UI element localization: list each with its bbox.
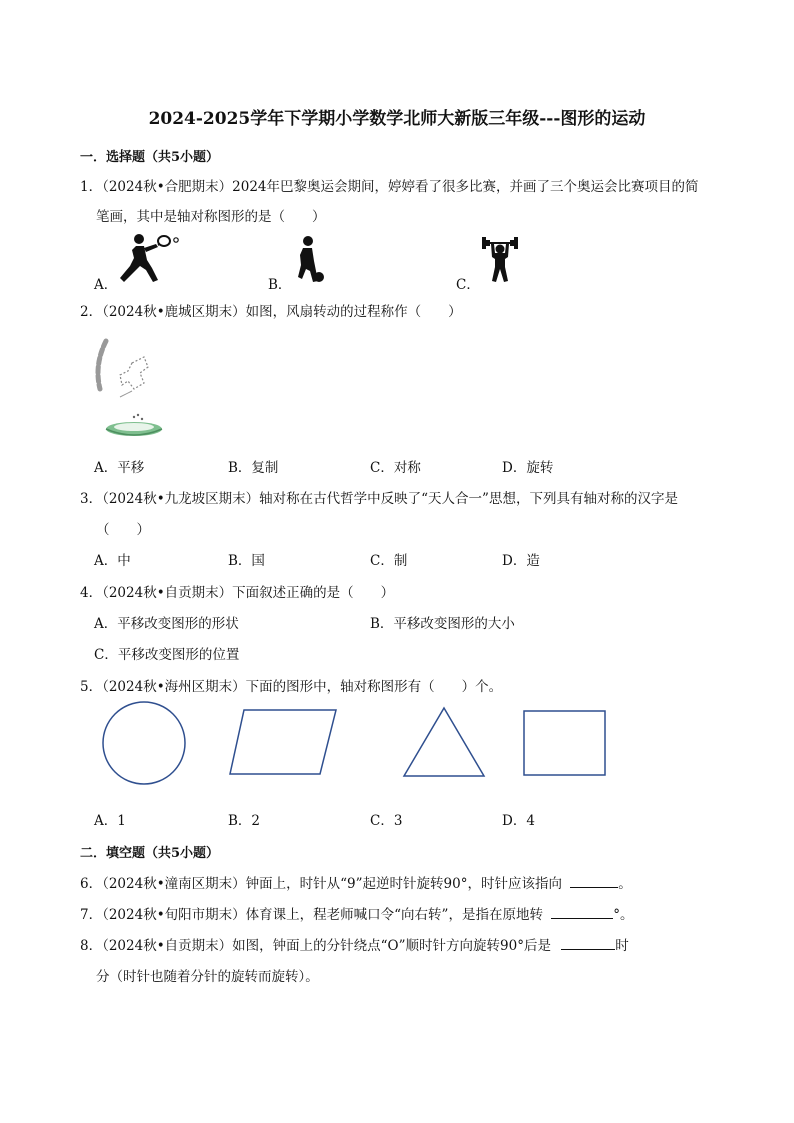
parallelogram-shape — [230, 710, 336, 774]
q4-option-a: A．平移改变图形的形状 — [94, 616, 239, 632]
q6-text-before: 6．（2024秋•潼南区期末）钟面上，时针从“9”起逆时针旋转90°，时针应该指向 — [80, 876, 562, 892]
soccer-player-icon — [288, 235, 328, 285]
tennis-player-icon — [114, 232, 182, 284]
q2-option-a: A．平移 — [94, 460, 145, 476]
triangle-shape — [404, 708, 484, 776]
q6-text-after: 。 — [618, 876, 632, 892]
q6-answer-blank[interactable] — [570, 873, 618, 888]
page-title: 2024-2025学年下学期小学数学北师大新版三年级---图形的运动 — [148, 109, 646, 129]
q3-option-c: C．制 — [370, 553, 408, 569]
q8-answer-blank[interactable] — [561, 935, 615, 950]
q2-option-d: D．旋转 — [502, 460, 554, 476]
question-6-text — [80, 872, 632, 892]
q1-option-b: B． — [268, 277, 292, 293]
weightlifter-icon — [480, 233, 520, 285]
q3-option-b: B．国 — [228, 553, 265, 569]
q1-option-c: C． — [456, 277, 480, 293]
question-2-text: 2．（2024秋•鹿城区期末）如图，风扇转动的过程称作（ ） — [80, 304, 462, 320]
question-1-text-cont: 笔画，其中是轴对称图形的是（ ） — [96, 209, 326, 225]
q5-option-a: A．1 — [94, 813, 126, 829]
square-shape — [524, 711, 605, 775]
q3-option-d: D．造 — [502, 553, 540, 569]
q2-option-b: B．复制 — [228, 460, 279, 476]
q5-shapes — [96, 702, 616, 786]
question-4-text: 4．（2024秋•自贡期末）下面叙述正确的是（ ） — [80, 585, 395, 601]
q1-option-a: A． — [94, 277, 118, 293]
q4-option-c: C．平移改变图形的位置 — [94, 647, 240, 663]
section-heading-fill: 二．填空题（共5小题） — [80, 846, 220, 861]
question-8-text-cont: 分（时针也随着分针的旋转而旋转）。 — [96, 969, 319, 985]
question-8-text — [80, 934, 629, 954]
question-1-text: 1．（2024秋•合肥期末）2024年巴黎奥运会期间，婷婷看了很多比赛，并画了三个奥运会比赛项目的简 — [80, 179, 699, 195]
fan-icon — [92, 335, 172, 440]
question-7-text — [80, 903, 634, 923]
question-3-text-cont: （ ） — [96, 522, 150, 538]
question-5-text: 5．（2024秋•海州区期末）下面的图形中，轴对称图形有（ ）个。 — [80, 679, 503, 695]
q7-text-after: °。 — [613, 907, 634, 923]
q3-option-a: A．中 — [94, 553, 131, 569]
q8-text-after: 时 — [615, 938, 629, 954]
q5-option-d: D．4 — [502, 813, 535, 829]
q7-answer-blank[interactable] — [551, 904, 613, 919]
q5-option-c: C．3 — [370, 813, 403, 829]
q7-text-before: 7．（2024秋•旬阳市期末）体育课上，程老师喊口令“向右转”，是指在原地转 — [80, 907, 543, 923]
section-heading-choice: 一．选择题（共5小题） — [80, 150, 220, 165]
q5-option-b: B．2 — [228, 813, 261, 829]
q8-text-before: 8．（2024秋•自贡期末）如图，钟面上的分针绕点“O”顺时针方向旋转90°后是 — [80, 938, 551, 954]
q2-option-c: C．对称 — [370, 460, 421, 476]
circle-shape — [103, 702, 185, 784]
question-3-text: 3．（2024秋•九龙坡区期末）轴对称在古代哲学中反映了“天人合一”思想，下列具有轴对称的汉字是 — [80, 491, 678, 507]
q4-option-b: B．平移改变图形的大小 — [370, 616, 515, 632]
